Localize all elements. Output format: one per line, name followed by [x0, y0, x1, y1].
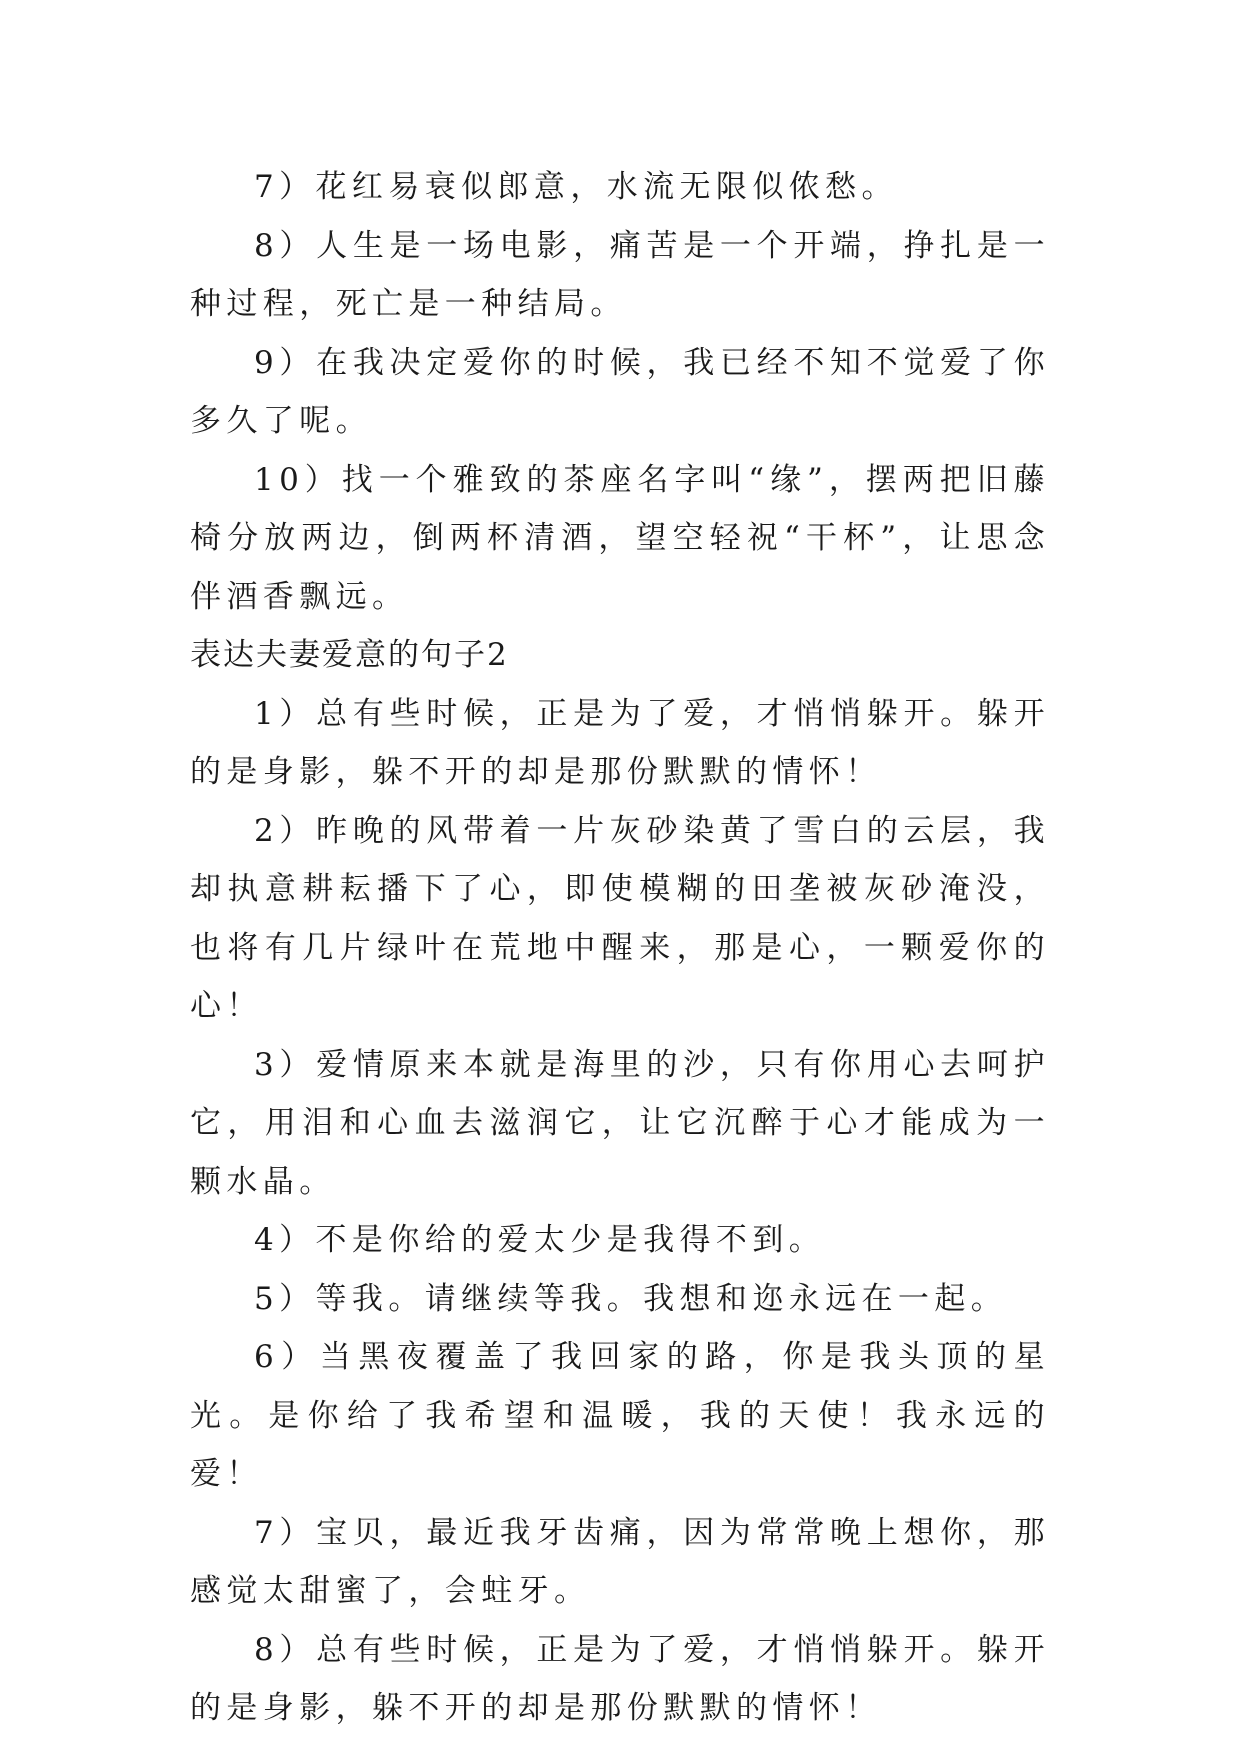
paragraph-item-2: 2）昨晚的风带着一片灰砂染黄了雪白的云层，我却执意耕耘播下了心，即使模糊的田垄被灰砂淹没，也将有几片绿叶在荒地中醒来，那是心，一颗爱你的心！ — [190, 812, 1050, 1024]
document-body — [190, 158, 1050, 1738]
paragraph-item-9: 9）在我决定爱你的时候，我已经不知不觉爱了你多久了呢。 — [190, 344, 1050, 439]
paragraph-item-1: 1）总有些时候，正是为了爱，才悄悄躲开。躲开的是身影，躲不开的却是那份默默的情怀！ — [190, 695, 1050, 790]
paragraph-item-7b: 7）宝贝，最近我牙齿痛，因为常常晚上想你，那感觉太甜蜜了，会蛀牙。 — [190, 1514, 1050, 1609]
paragraph-item-4: 4）不是你给的爱太少是我得不到。 — [254, 1222, 826, 1258]
section-heading: 表达夫妻爱意的句子2 — [190, 637, 509, 673]
paragraph-item-3: 3）爱情原来本就是海里的沙，只有你用心去呵护它，用泪和心血去滋润它，让它沉醉于心才能成为一颗水晶。 — [190, 1046, 1050, 1200]
paragraph-item-5: 5）等我。请继续等我。我想和迩永远在一起。 — [254, 1280, 1008, 1317]
paragraph-item-6: 6）当黑夜覆盖了我回家的路，你是我头顶的星光。是你给了我希望和温暖，我的天使！我永远的爱！ — [190, 1339, 1050, 1492]
paragraph-item-7: 7）花红易衰似郎意，水流无限似侬愁。 — [254, 169, 898, 205]
paragraph-item-8b: 8）总有些时候，正是为了爱，才悄悄躲开。躲开的是身影，躲不开的却是那份默默的情怀！ — [190, 1631, 1050, 1726]
paragraph-item-8: 8）人生是一场电影，痛苦是一个开端，挣扎是一种过程，死亡是一种结局。 — [190, 227, 1050, 322]
paragraph-item-10: 10）找一个雅致的茶座名字叫“缘”，摆两把旧藤椅分放两边，倒两杯清酒，望空轻祝“干杯”，让思念伴酒香飘远。 — [190, 461, 1050, 615]
